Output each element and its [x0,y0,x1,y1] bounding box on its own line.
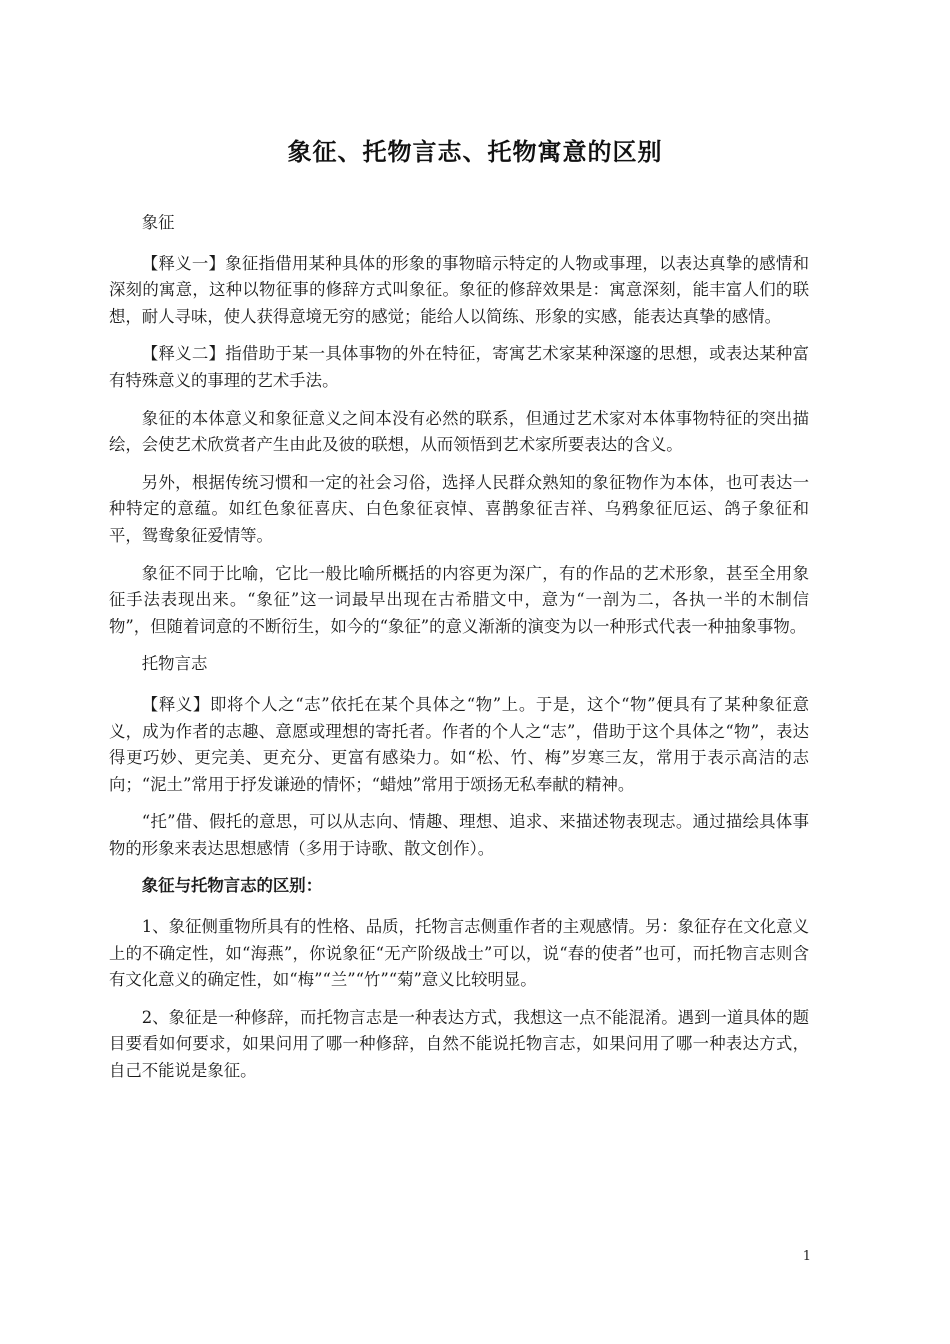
section-heading-tuowu: 托物言志 [141,654,208,674]
paragraph-symbol-meaning: 象征的本体意义和象征意义之间本没有必然的联系，但通过艺术家对本体事物特征的突出描绘，会使艺术欣赏者产生由此及彼的联想，从而领悟到艺术家所要表达的含义。 [109,408,809,455]
document-body [109,210,809,1096]
paragraph-symbol-vs-metaphor: 象征不同于比喻，它比一般比喻所概括的内容更为深广，有的作品的艺术形象，甚至全用象征手法表现出来。“象征”这一词最早出现在古希腊文中，意为“一剖为二，各执一半的木制信物”，但随着词意的不断衍生，如今的“象征”的意义渐渐的演变为以一种形式代表一种抽象事物。 [109,563,809,636]
section-heading-difference: 象征与托物言志的区别： [141,876,323,896]
paragraph-definition-two: 【释义二】指借助于某一具体事物的外在特征，寄寓艺术家某种深邃的思想，或表达某种富有特殊意义的事理的艺术手法。 [109,344,809,390]
document-title: 象征、托物言志、托物寓意的区别 [287,137,663,166]
paragraph-symbol-tradition: 另外，根据传统习惯和一定的社会习俗，选择人民群众熟知的象征物作为本体，也可表达一种特定的意蕴。如红色象征喜庆、白色象征哀悼、喜鹊象征吉祥、乌鸦象征厄运、鸽子象征和平，鸳鸯象征爱情等。 [109,472,809,545]
paragraph-difference-two: 2、象征是一种修辞，而托物言志是一种表达方式，我想这一点不能混淆。遇到一道具体的题目要看如何要求，如果问用了哪一种修辞，自然不能说托物言志，如果问用了哪一种表达方式，自己不能说是象征。 [109,1007,809,1081]
section-heading-symbol: 象征 [141,213,175,232]
page-number: 1 [802,1249,811,1264]
paragraph-difference-one: 1、象征侧重物所具有的性格、品质，托物言志侧重作者的主观感情。另：象征存在文化意义上的不确定性，如“海燕”，你说象征“无产阶级战士”可以，说“春的使者”也可，而托物言志则含有文化意义的确定性，如“梅”“兰”“竹”“菊”意义比较明显。 [109,917,809,990]
paragraph-tuowu-definition: 【释义】即将个人之“志”依托在某个具体之“物”上。于是，这个“物”便具有了某种象征意义，成为作者的志趣、意愿或理想的寄托者。作者的个人之“志”，借助于这个具体之“物”，表达得更巧妙、更完美、更充分、更富有感染力。如“松、竹、梅”岁寒三友，常用于表示高洁的志向；“泥土”常用于抒发谦逊的情怀；“蜡烛”常用于颂扬无私奉献的精神。 [109,694,809,794]
paragraph-definition-one: 【释义一】象征指借用某种具体的形象的事物暗示特定的人物或事理，以表达真挚的感情和深刻的寓意，这种以物征事的修辞方式叫象征。象征的修辞效果是：寓意深刻，能丰富人们的联想，耐人寻味，使人获得意境无穷的感觉；能给人以简练、形象的实感，能表达真挚的感情。 [109,253,809,326]
paragraph-tuowu-explanation: “托”借、假托的意思，可以从志向、情趣、理想、追求、来描述物表现志。通过描绘具体事物的形象来表达思想感情（多用于诗歌、散文创作）。 [109,812,809,858]
